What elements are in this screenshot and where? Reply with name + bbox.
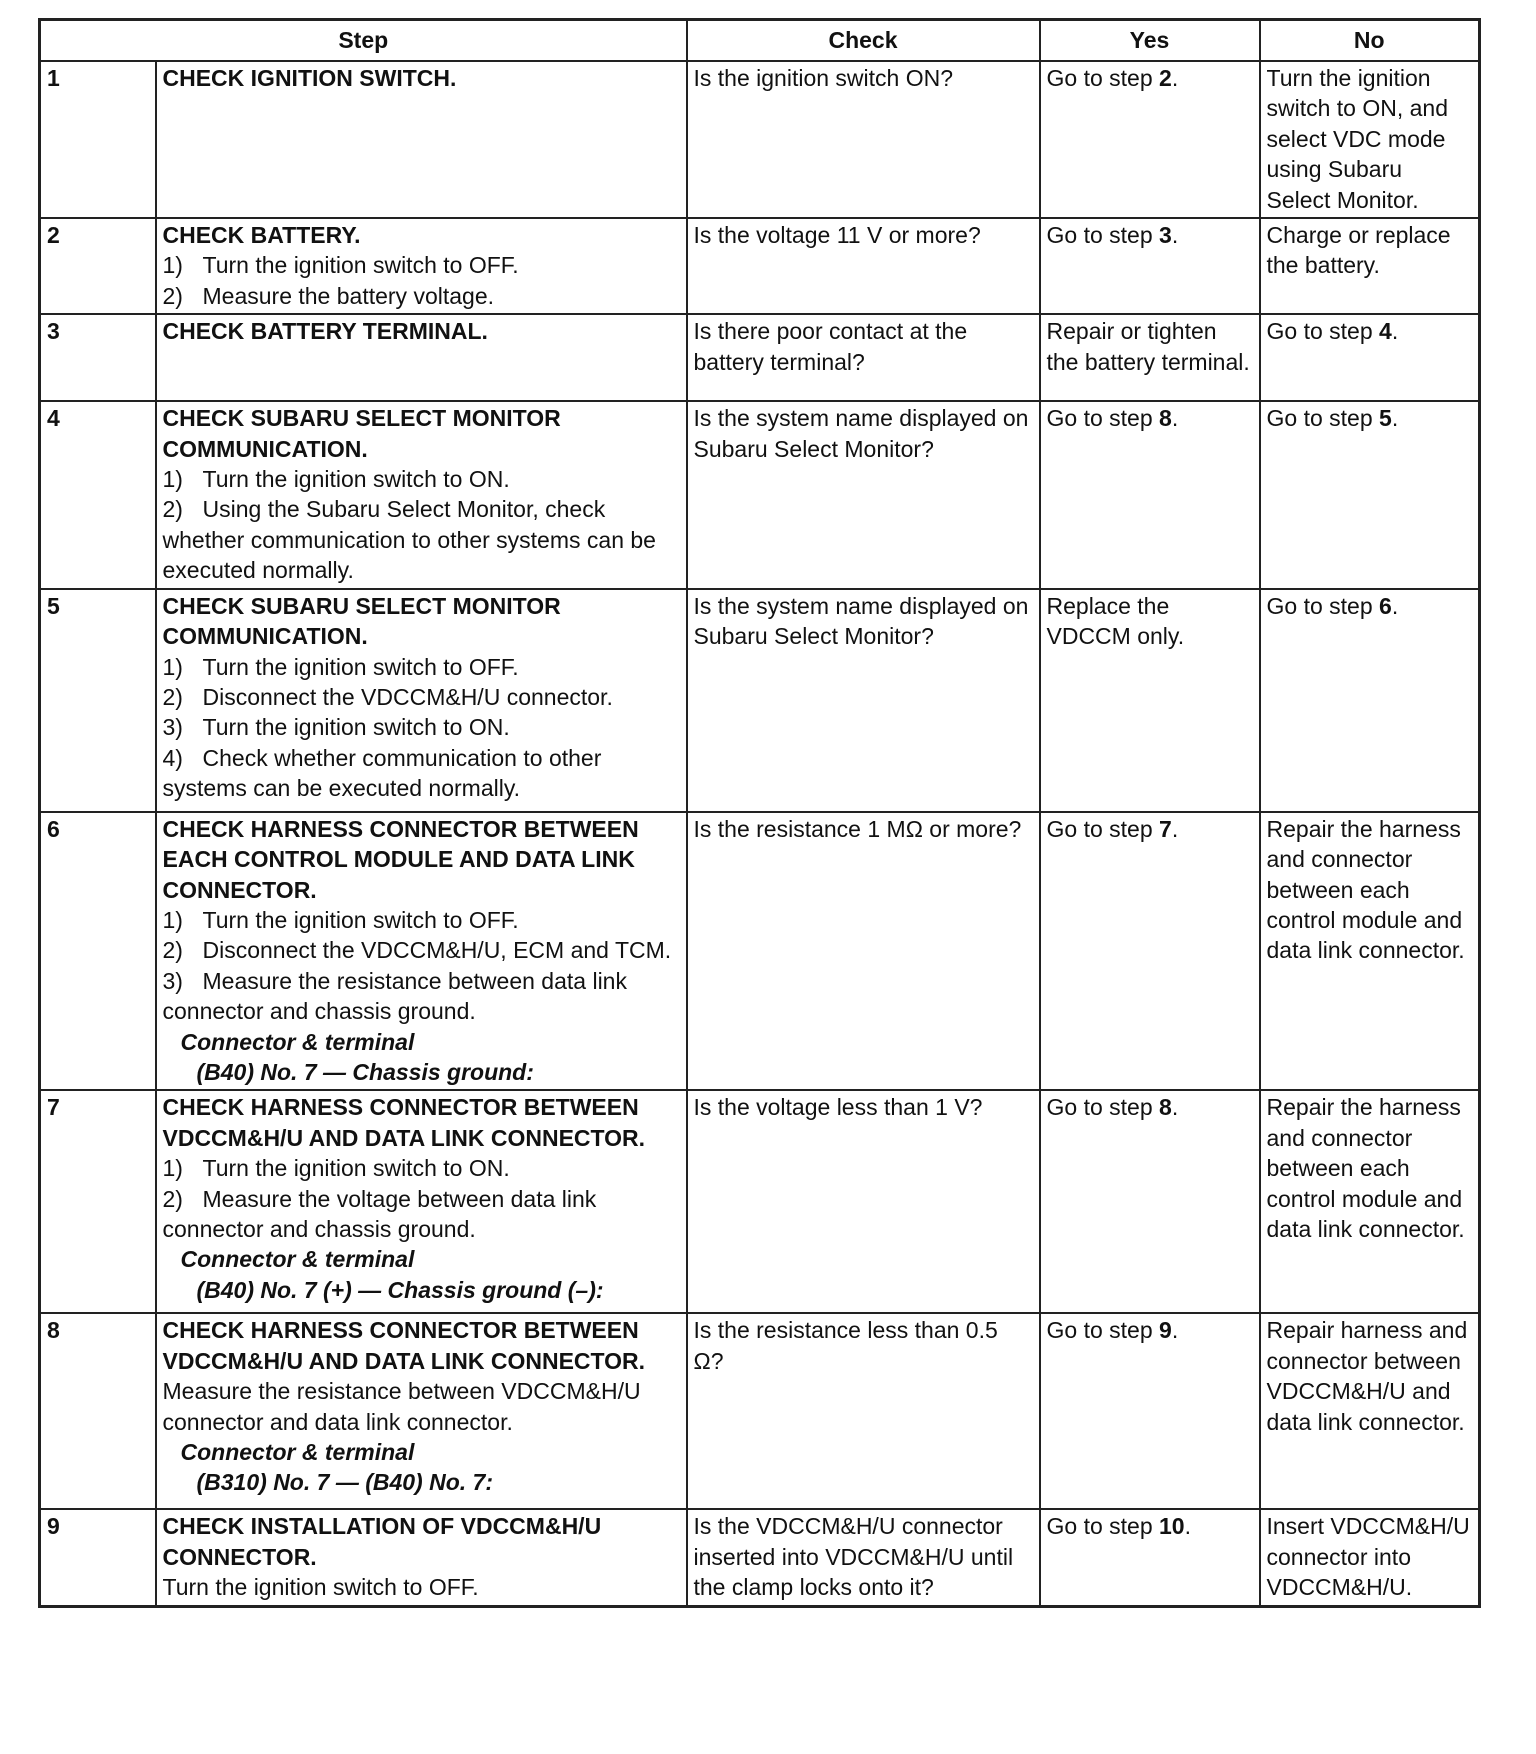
- substep-number: 3): [162, 967, 183, 994]
- substep-text: Measure the battery voltage.: [202, 282, 494, 309]
- yes-cell: [1040, 1313, 1260, 1509]
- yes-prefix: Go to step: [1046, 1513, 1160, 1540]
- substep-number: 1): [162, 252, 183, 279]
- step-instruction: Measure the resistance between VDCCM&H/U connector and data link connector.: [162, 1378, 641, 1435]
- step-body: [156, 589, 687, 812]
- connector-terminal-value: (B40) No. 7 — Chassis ground:: [196, 1058, 534, 1085]
- no-suffix: .: [1391, 405, 1399, 432]
- step-number: 5: [40, 589, 156, 812]
- header-no: No: [1260, 20, 1480, 62]
- yes-cell: Replace the VDCCM only.: [1040, 589, 1260, 812]
- step-number: 3: [40, 314, 156, 401]
- check-cell: Is the resistance 1 MΩ or more?: [687, 812, 1040, 1091]
- substep-number: 1): [162, 653, 183, 680]
- substep-text: Turn the ignition switch to OFF.: [202, 906, 519, 933]
- yes-prefix: Go to step: [1046, 222, 1160, 249]
- step-number: 7: [40, 1090, 156, 1313]
- step-title: CHECK HARNESS CONNECTOR BETWEEN VDCCM&H/U AND DATA LINK CONNECTOR.: [162, 1317, 646, 1374]
- step-number: 1: [40, 61, 156, 218]
- yes-cell: Repair or tighten the battery terminal.: [1040, 314, 1260, 401]
- yes-target-step: 7: [1159, 815, 1172, 842]
- substep-text: Turn the ignition switch to ON.: [202, 1155, 510, 1182]
- yes-prefix: Go to step: [1046, 815, 1160, 842]
- substep: [163, 966, 680, 1027]
- substep-number: 1): [162, 1155, 183, 1182]
- substep-text: Check whether communication to other systems can be executed normally.: [162, 744, 602, 802]
- no-cell: Turn the ignition switch to ON, and select VDC mode using Subaru Select Monitor.: [1260, 61, 1480, 218]
- substep-text: Measure the resistance between data link connector and chassis ground.: [162, 967, 627, 1025]
- table-header-row: [40, 20, 1480, 62]
- no-cell: Repair harness and connector between VDCCM&H/U and data link connector.: [1260, 1313, 1480, 1509]
- substep: [163, 743, 680, 804]
- step-body: [156, 1313, 687, 1509]
- connector-terminal-value: (B40) No. 7 (+) — Chassis ground (–):: [196, 1276, 604, 1303]
- step-title: CHECK BATTERY TERMINAL.: [162, 318, 488, 345]
- connector-terminal-value: (B310) No. 7 — (B40) No. 7:: [196, 1469, 493, 1496]
- substep: [163, 682, 680, 712]
- substep-text: Disconnect the VDCCM&H/U, ECM and TCM.: [202, 937, 672, 964]
- step-body: [156, 401, 687, 588]
- yes-cell: [1040, 812, 1260, 1091]
- table-row: [40, 401, 1480, 588]
- substep-number: 2): [162, 683, 183, 710]
- step-title: CHECK BATTERY.: [162, 222, 361, 249]
- substep: [163, 712, 680, 742]
- step-title: CHECK INSTALLATION OF VDCCM&H/U CONNECTOR.: [162, 1513, 602, 1570]
- yes-prefix: Go to step: [1046, 405, 1160, 432]
- yes-cell: [1040, 1509, 1260, 1606]
- no-cell: [1260, 314, 1480, 401]
- substep-number: 2): [162, 496, 183, 523]
- step-title: CHECK SUBARU SELECT MONITOR COMMUNICATION.: [162, 592, 561, 650]
- check-cell: Is there poor contact at the battery terminal?: [687, 314, 1040, 401]
- yes-target-step: 8: [1159, 1094, 1172, 1121]
- substep: [163, 281, 680, 311]
- substep-number: 4): [162, 744, 183, 771]
- no-cell: Repair the harness and connector between each control module and data link connector.: [1260, 1090, 1480, 1313]
- step-number: 6: [40, 812, 156, 1091]
- substep: [163, 1184, 680, 1245]
- yes-prefix: Go to step: [1046, 1094, 1160, 1121]
- step-body: [156, 314, 687, 401]
- yes-target-step: 9: [1159, 1317, 1172, 1344]
- step-number: 4: [40, 401, 156, 588]
- diagnostic-table: [38, 18, 1481, 1608]
- no-target-step: 6: [1379, 592, 1392, 619]
- check-cell: Is the system name displayed on Subaru Select Monitor?: [687, 401, 1040, 588]
- substep-text: Measure the voltage between data link connector and chassis ground.: [162, 1185, 597, 1242]
- no-cell: Charge or replace the battery.: [1260, 218, 1480, 314]
- substep-text: Turn the ignition switch to ON.: [202, 714, 510, 741]
- no-target-step: 4: [1379, 318, 1392, 345]
- no-target-step: 5: [1379, 405, 1392, 432]
- step-number: 8: [40, 1313, 156, 1509]
- substep: [163, 935, 680, 965]
- table-row: [40, 218, 1480, 314]
- step-instruction: Turn the ignition switch to OFF.: [162, 1574, 479, 1601]
- substep-number: 2): [162, 282, 183, 309]
- table-row: [40, 314, 1480, 401]
- step-body: [156, 1090, 687, 1313]
- substep-text: Turn the ignition switch to OFF.: [202, 653, 519, 680]
- yes-cell: [1040, 1090, 1260, 1313]
- step-title: CHECK HARNESS CONNECTOR BETWEEN EACH CONTROL MODULE AND DATA LINK CONNECTOR.: [162, 815, 639, 903]
- yes-cell: [1040, 218, 1260, 314]
- yes-suffix: .: [1171, 405, 1179, 432]
- no-suffix: .: [1391, 592, 1399, 619]
- connector-terminal-label: Connector & terminal: [180, 1246, 415, 1273]
- table-row: [40, 812, 1480, 1091]
- connector-terminal-label: Connector & terminal: [180, 1028, 415, 1055]
- step-title: CHECK SUBARU SELECT MONITOR COMMUNICATION.: [162, 405, 561, 462]
- yes-suffix: .: [1171, 1317, 1179, 1344]
- substep: [163, 494, 680, 585]
- yes-prefix: Go to step: [1046, 1317, 1160, 1344]
- no-suffix: .: [1391, 318, 1399, 345]
- no-prefix: Go to step: [1266, 318, 1380, 345]
- step-body: [156, 218, 687, 314]
- step-number: 9: [40, 1509, 156, 1606]
- yes-suffix: .: [1171, 222, 1179, 249]
- yes-cell: [1040, 401, 1260, 588]
- no-prefix: Go to step: [1266, 592, 1380, 619]
- yes-cell: [1040, 61, 1260, 218]
- yes-target-step: 2: [1159, 65, 1172, 91]
- no-cell: [1260, 401, 1480, 588]
- table-row: [40, 1090, 1480, 1313]
- table-row: [40, 1313, 1480, 1509]
- step-title: CHECK IGNITION SWITCH.: [162, 65, 457, 91]
- table-row: [40, 61, 1480, 218]
- yes-target-step: 8: [1159, 405, 1172, 432]
- no-cell: [1260, 589, 1480, 812]
- substep: [163, 1153, 680, 1183]
- header-step: Step: [40, 20, 687, 62]
- step-body: [156, 1509, 687, 1606]
- yes-suffix: .: [1171, 815, 1179, 842]
- substep: [163, 250, 680, 280]
- yes-target-step: 3: [1159, 222, 1172, 249]
- step-body: [156, 61, 687, 218]
- substep: [163, 652, 680, 682]
- substep-number: 1): [162, 906, 183, 933]
- substep-text: Turn the ignition switch to OFF.: [202, 252, 519, 279]
- table-row: [40, 589, 1480, 812]
- no-cell: Repair the harness and connector between each control module and data link connector.: [1260, 812, 1480, 1091]
- substep-number: 2): [162, 1185, 183, 1212]
- substep-text: Disconnect the VDCCM&H/U connector.: [202, 683, 613, 710]
- check-cell: Is the voltage less than 1 V?: [687, 1090, 1040, 1313]
- check-cell: Is the ignition switch ON?: [687, 61, 1040, 218]
- step-number: 2: [40, 218, 156, 314]
- table-row: [40, 1509, 1480, 1606]
- header-yes: Yes: [1040, 20, 1260, 62]
- yes-prefix: Go to step: [1046, 65, 1160, 91]
- substep-text: Using the Subaru Select Monitor, check whether communication to other systems can be executed normally.: [162, 496, 656, 584]
- no-cell: Insert VDCCM&H/U connector into VDCCM&H/U.: [1260, 1509, 1480, 1606]
- yes-suffix: .: [1184, 1513, 1191, 1540]
- check-cell: Is the system name displayed on Subaru Select Monitor?: [687, 589, 1040, 812]
- check-cell: Is the resistance less than 0.5 Ω?: [687, 1313, 1040, 1509]
- substep: [163, 905, 680, 935]
- yes-suffix: .: [1171, 65, 1179, 91]
- substep-number: 3): [162, 714, 183, 741]
- yes-suffix: .: [1171, 1094, 1179, 1121]
- substep-number: 1): [162, 466, 183, 493]
- connector-terminal-label: Connector & terminal: [180, 1438, 415, 1465]
- substep-number: 2): [162, 937, 183, 964]
- no-prefix: Go to step: [1266, 405, 1380, 432]
- substep: [163, 464, 680, 494]
- step-title: CHECK HARNESS CONNECTOR BETWEEN VDCCM&H/U AND DATA LINK CONNECTOR.: [162, 1094, 646, 1151]
- yes-target-step: 10: [1159, 1513, 1185, 1540]
- step-body: [156, 812, 687, 1091]
- check-cell: Is the VDCCM&H/U connector inserted into VDCCM&H/U until the clamp locks onto it?: [687, 1509, 1040, 1606]
- check-cell: Is the voltage 11 V or more?: [687, 218, 1040, 314]
- header-check: Check: [687, 20, 1040, 62]
- substep-text: Turn the ignition switch to ON.: [202, 466, 510, 493]
